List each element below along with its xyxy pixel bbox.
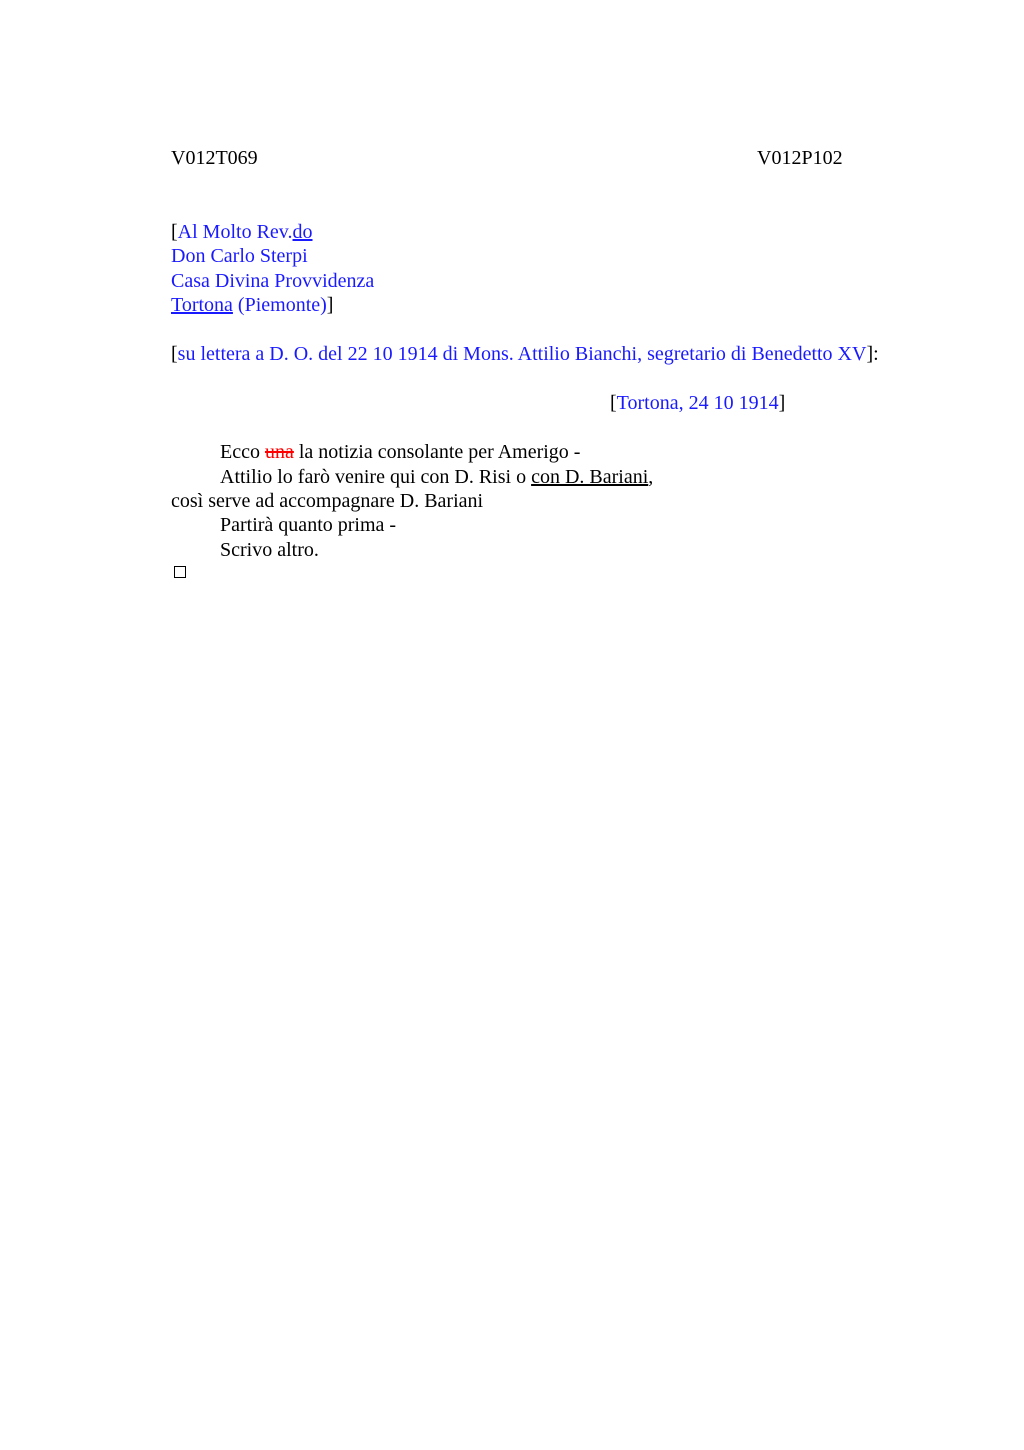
underlined-phrase: con D. Bariani [531,466,649,488]
end-square-icon [174,566,186,578]
document-code-right: V012P102 [757,147,843,169]
address-title-abbrev: do [292,221,313,243]
address-title: Al Molto Rev. [177,221,293,243]
body-line-3: così serve ad accompagnare D. Bariani [171,490,484,512]
note-text: su lettera a D. O. del 22 10 1914 di Mons. Attilio Bianchi, segretario di Benedetto XV [177,343,867,365]
body-line-1 [220,440,580,464]
document-code-left: V012T069 [171,147,258,169]
address-line-2: Don Carlo Sterpi [171,245,308,267]
body-line-2 [220,465,653,489]
address-line-4 [171,293,333,317]
deleted-word: una [264,441,294,463]
dateline-bracket-open: [ [610,392,617,414]
address-line-1 [171,220,313,244]
editorial-note [171,342,879,366]
body-line-4: Partirà quanto prima - [220,514,397,536]
address-region: (Piemonte) [232,294,327,316]
bracket-close: ] [326,294,334,316]
dateline [610,391,785,415]
dateline-text: Tortona, 24 10 1914 [616,392,779,414]
body-text: la notizia consolante per Amerigo - [293,441,581,463]
note-bracket-open: [ [171,343,178,365]
body-text: , [648,466,654,488]
dateline-bracket-close: ] [778,392,786,414]
address-city: Tortona [171,294,233,316]
note-bracket-close: ]: [866,343,879,365]
body-line-5: Scrivo altro. [220,539,319,561]
bracket-open: [ [171,221,178,243]
body-text: Ecco [220,441,265,463]
body-text: Attilio lo farò venire qui con D. Risi o [220,466,532,488]
address-line-3: Casa Divina Provvidenza [171,270,375,292]
